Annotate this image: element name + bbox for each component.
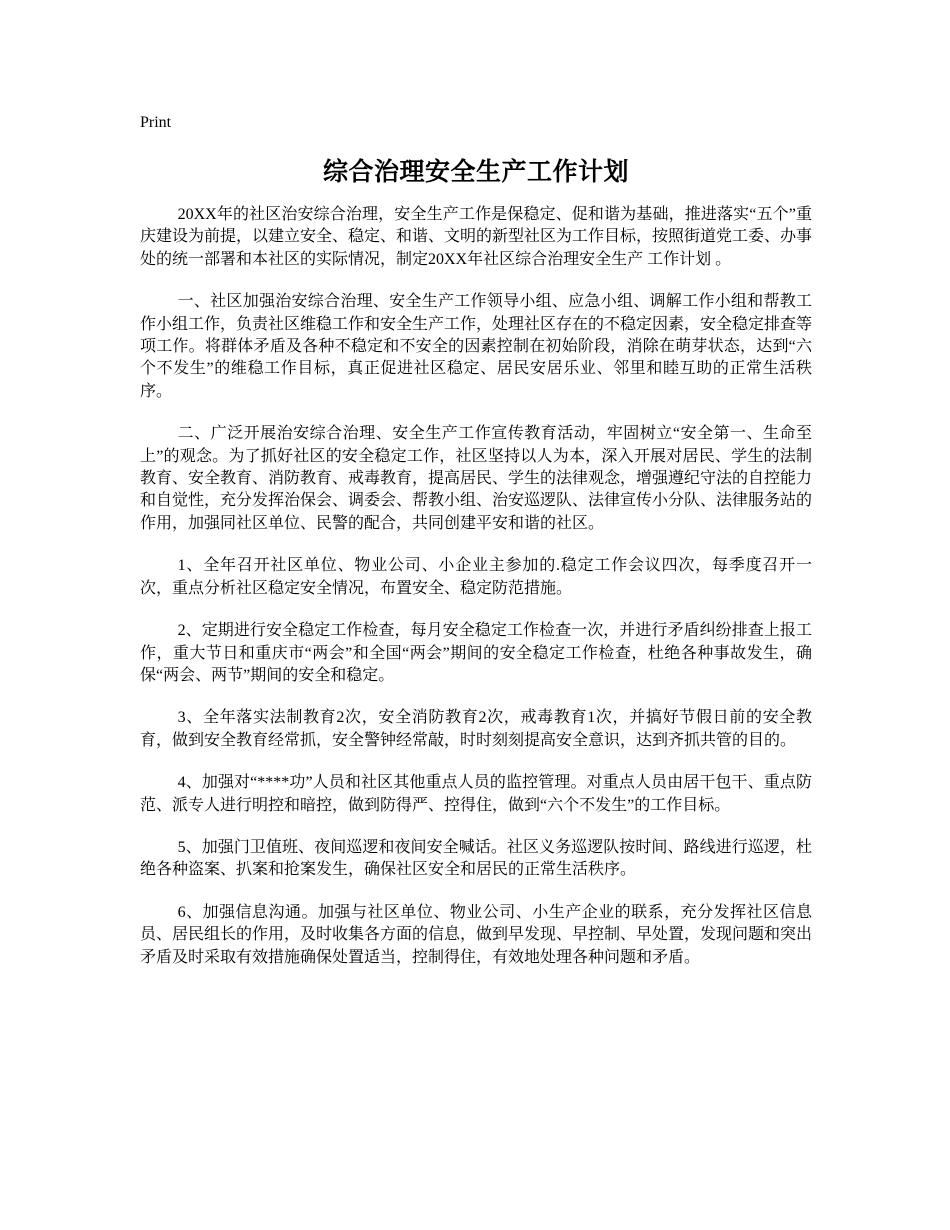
paragraph-intro: 20XX年的社区治安综合治理，安全生产工作是保稳定、促和谐为基础，推进落实“五个”重庆建设为前提，以建立安全、稳定、和谐、文明的新型社区为工作目标，按照街道党工委、办事处的统一部署和本社区的实际情况，制定20XX年社区综合治理安全生产 工作计划 。: [140, 206, 813, 268]
document-title: 综合治理安全生产工作计划: [322, 159, 629, 186]
paragraph-item-1: 1、全年召开社区单位、物业公司、小企业主参加的.稳定工作会议四次，每季度召开一次，重点分析社区稳定安全情况，布置安全、稳定防范措施。: [140, 557, 812, 597]
paragraph-item-4: 4、加强对“****功”人员和社区其他重点人员的监控管理。对重点人员由居干包干、重点防范、派专人进行明控和暗控，做到防得严、控得住，做到“六个不发生”的工作目标。: [140, 774, 812, 814]
paragraph-section-2: 二、广泛开展治安综合治理、安全生产工作宣传教育活动，牢固树立“安全第一、生命至上”的观念。为了抓好社区的安全稳定工作，社区坚持以人为本，深入开展对居民、学生的法制教育、安全教育、消防教育、戒毒教育，提高居民、学生的法律观念，增强遵纪守法的自控能力和自觉性，充分发挥治保会、调委会、帮教小组、治安巡逻队、法律宣传小分队、法律服务站的作用，加强同社区单位、民警的配合，共同创建平安和谐的社区。: [140, 425, 813, 532]
paragraph-item-5: 5、加强门卫值班、夜间巡逻和夜间安全喊话。社区义务巡逻队按时间、路线进行巡逻，杜绝各种盗案、扒案和抢案发生，确保社区安全和居民的正常生活秩序。: [140, 838, 812, 879]
document-page: [140, 112, 812, 989]
paragraph-item-6: 6、加强信息沟通。加强与社区单位、物业公司、小生产企业的联系，充分发挥社区信息员、居民组长的作用，及时收集各方面的信息，做到早发现、早控制、早处置，发现问题和突出矛盾及时采取有效措施确保处置适当，控制得住，有效地处理各种问题和矛盾。: [140, 903, 813, 966]
paragraph-section-1: 一、社区加强治安综合治理、安全生产工作领导小组、应急小组、调解工作小组和帮教工作小组工作，负责社区维稳工作和安全生产工作，处理社区存在的不稳定因素，安全稳定排查等项工作。将群体矛盾及各种不稳定和不安全的因素控制在初始阶段，消除在萌芽状态，达到“六个不发生”的维稳工作目标，真正促进社区稳定、居民安居乐业、邻里和睦互助的正常生活秩序。: [140, 293, 813, 400]
paragraph-item-3: 3、全年落实法制教育2次，安全消防教育2次，戒毒教育1次，并搞好节假日前的安全教育，做到安全教育经常抓，安全警钟经常敲，时时刻刻提高安全意识，达到齐抓共管的目的。: [140, 709, 812, 749]
paragraph-item-2: 2、定期进行安全稳定工作检查，每月安全稳定工作检查一次，并进行矛盾纠纷排查上报工作，重大节日和重庆市“两会”和全国“两会”期间的安全稳定工作检查，杜绝各种事故发生，确保“两会、两节”期间的安全和稳定。: [140, 622, 812, 684]
print-label: Print: [140, 114, 172, 131]
